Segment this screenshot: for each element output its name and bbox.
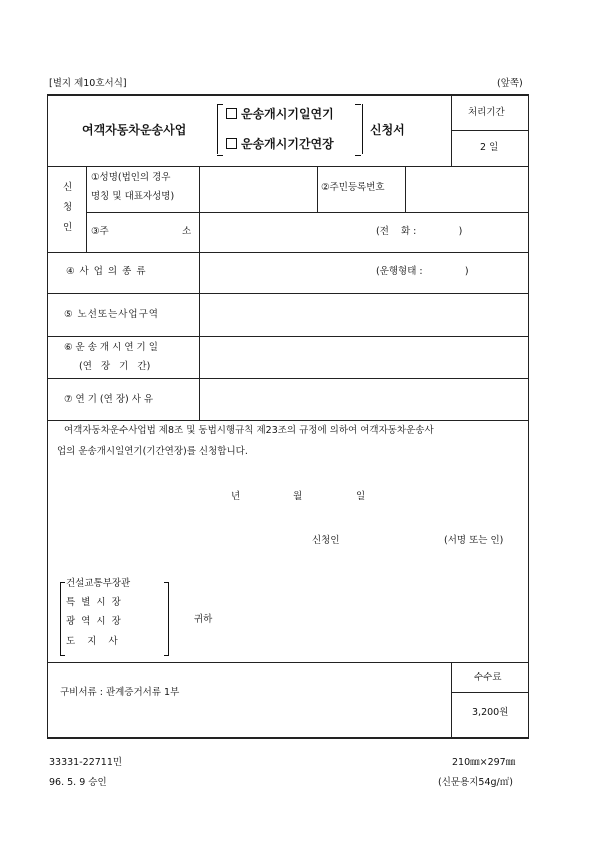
fee-value: 3,200원 — [472, 707, 509, 718]
paper-type: (신문용지54g/㎡) — [438, 777, 513, 788]
paper-size: 210㎜×297㎜ — [452, 757, 516, 768]
start-date-label-line2: (연 장 기 간) — [79, 361, 151, 372]
reason-field[interactable] — [201, 380, 527, 419]
applicant-section-label-2: 청 — [63, 202, 73, 213]
date-month: 월 — [293, 491, 303, 502]
route-label: ⑤ 노선또는사업구역 — [64, 309, 159, 320]
signature-note: (서명 또는 인) — [444, 535, 504, 546]
address-field[interactable] — [201, 214, 371, 250]
recipient-minister: 건설교통부장관 — [66, 578, 131, 589]
fee-label: 수수료 — [474, 672, 502, 683]
name-label-line2: 명칭 및 대표자성명) — [91, 191, 175, 202]
processing-value: 2 일 — [480, 142, 499, 153]
applicant-section-label-3: 인 — [63, 222, 73, 233]
start-date-label-line1: ⑥ 운 송 개 시 연 기 일 — [64, 342, 158, 353]
recipients-bracket-left — [60, 582, 65, 656]
name-field[interactable] — [201, 168, 315, 210]
route-field[interactable] — [201, 295, 527, 335]
date-year: 년 — [231, 491, 241, 502]
operation-type-label[interactable]: (운행형태 : ) — [376, 266, 469, 277]
extend-checkbox[interactable] — [226, 138, 237, 149]
statement-line2: 업의 운송개시일연기(기간연장)를 신청합니다. — [57, 446, 248, 457]
form-title-suffix: 신청서 — [370, 123, 405, 137]
recipient-special-city: 특 별 시 장 — [66, 597, 121, 608]
processing-label: 처리기간 — [468, 107, 505, 118]
option-extend[interactable]: 운송개시기간연장 — [226, 138, 334, 150]
recipient-metro-city: 광 역 시 장 — [66, 616, 121, 627]
page-side: (앞쪽) — [497, 78, 523, 89]
required-documents: 구비서류 : 관계증거서류 1부 — [60, 687, 180, 698]
phone-label[interactable]: (전 화 : ) — [376, 226, 463, 237]
form-number: [별지 제10호서식] — [49, 78, 127, 89]
name-label-line1: ①성명(법인의 경우 — [91, 172, 171, 183]
business-type-field[interactable] — [201, 254, 371, 291]
id-number-label: ②주민등록번호 — [321, 182, 385, 193]
frame-left — [47, 94, 48, 738]
frame-bottom — [47, 737, 529, 739]
id-number-field[interactable] — [407, 168, 527, 210]
recipients-bracket-right — [164, 582, 169, 656]
frame-right — [528, 94, 529, 738]
postpone-checkbox[interactable] — [226, 108, 237, 119]
approval-date: 96. 5. 9 승인 — [49, 777, 107, 788]
start-date-field[interactable] — [201, 338, 527, 377]
statement-line1: 여객자동차운수사업법 제8조 및 동법시행규칙 제23조의 규정에 의하여 여객자동차운송사 — [64, 425, 434, 436]
applicant-section-label-1: 신 — [63, 182, 73, 193]
reason-label: ⑦ 연 기 (연 장) 사 유 — [64, 394, 154, 405]
applicant-signature-label: 신청인 — [312, 535, 340, 546]
business-type-label: ④ 사 업 의 종 류 — [66, 266, 147, 277]
frame-top — [47, 94, 529, 96]
recipient-province: 도 지 사 — [66, 636, 118, 647]
form-code: 33331-22711민 — [49, 757, 123, 768]
form-title: 여객자동차운송사업 — [82, 123, 187, 137]
date-day: 일 — [356, 491, 366, 502]
recipient-suffix: 귀하 — [194, 614, 213, 625]
address-label-1: ③주 — [91, 226, 109, 237]
address-label-2: 소 — [182, 226, 192, 237]
option-postpone[interactable]: 운송개시기일연기 — [226, 108, 334, 120]
